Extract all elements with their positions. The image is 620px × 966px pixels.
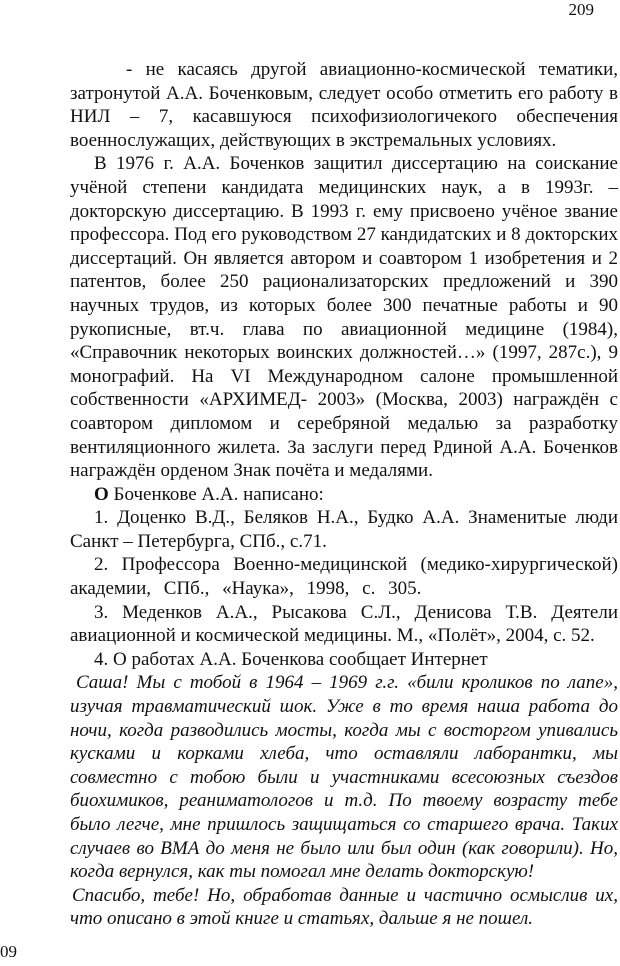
paragraph-biography: В 1976 г. А.А. Боченков защитил диссертацию на соискание учёной степени кандидата медицинских наук, а в 1993г. – докторскую диссертацию. В 1993 г. ему присвоено учёное звание профессора. Под его руководством 27 кандидатских и 8 докторских диссертаций. Он является автором и соавтором 1 изобретения и 2 патентов, более 250 рационализаторских предложений и 390 научных трудов, из которых более 300 печатные работы и 90 рукописные, вт.ч. глава по авиационной медицине (1984), «Справочник некоторых воинских должностей…» (1997, 287с.), 9 монографий. На VI Международном салоне промышленной собственности «АРХИМЕД- 2003» (Москва, 2003) награждён с соавтором дипломом и серебряной медалью за разработку вентиляционного жилета. За заслуги перед Рдиной А.А. Боченков награждён орденом Знак почёта и медалями. — [70, 153, 618, 482]
page-number: 209 — [568, 0, 594, 19]
reference-item-2: 2. Профессора Военно-медицинской (медико-хирургической) академии, СПб., «Наука», 1998, с. 305. — [70, 554, 618, 600]
reference-item-1: 1. Доценко В.Д., Беляков Н.А., Будко А.А. Знаменитые люди Санкт – Петербурга, СПб., с.71. — [70, 507, 618, 552]
references-heading — [70, 483, 618, 507]
reference-item-3: 3. Меденков А.А., Рысакова С.Л., Денисова Т.В. Деятели авиационной и космической медицины. М., «Полёт», 2004, с. 52. — [70, 601, 618, 647]
paragraph-intro: - не касаясь другой авиационно-космической тематики, затронутой А.А. Боченковым, следует особо отметить его работу в НИЛ – 7, касавшуюся психофизиологичекого обеспечения военнослужащих, действующих в экстремальных условиях. — [70, 59, 618, 151]
quote-paragraph-2: Спасибо, тебе! Но, обработав данные и частично осмыслив их, что описано в этой книге и статьях, дальше я не пошел. — [70, 884, 618, 930]
references-heading-text: Боченкове А.А. написано: — [108, 483, 324, 505]
page-body — [70, 58, 618, 931]
adjacent-page-number: 09 — [0, 942, 17, 961]
quote-paragraph-1: Саша! Мы с тобой в 1964 – 1969 г.г. «били кроликов по лапе», изучая травматический шок. Уже в то время наша работа до ночи, когда разводились мосты, когда мы с восторгом упивались кусками и корками хлеба, что оставляли лаборантки, мы совместно с тобою были и участниками всесоюзных съездов биохимиков, реаниматологов и т.д. По твоему возрасту тебе было легче, мне пришлось защищаться со старшего врача. Таких случаев во ВМА до меня не было или был один (как говорили). Но, когда вернулся, как ты помогал мне делать докторскую! — [70, 672, 618, 883]
references-heading-bold: О — [94, 483, 109, 505]
reference-item-4: 4. О работах А.А. Боченкова сообщает Интернет — [94, 648, 488, 670]
